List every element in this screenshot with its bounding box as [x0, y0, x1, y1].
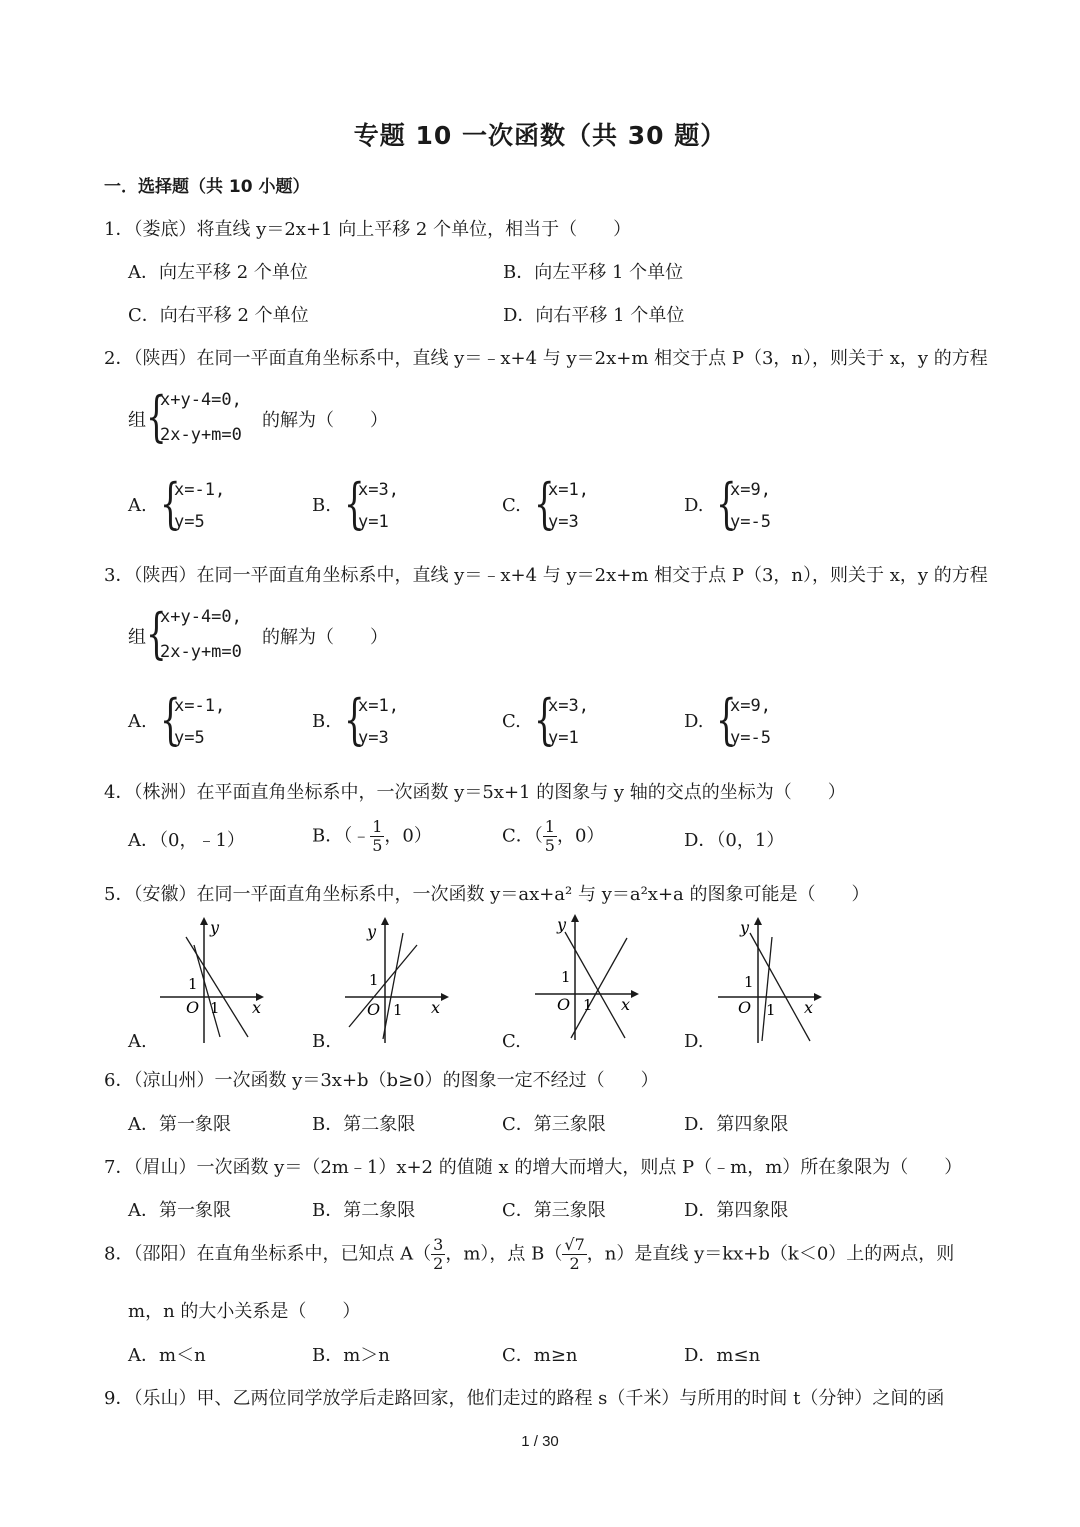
q1-stem: 1．（娄底）将直线 y＝2x+1 向上平移 2 个单位，相当于（ ）: [104, 219, 632, 240]
q2-brace-c: {: [534, 472, 555, 535]
section-heading: 一．选择题（共 10 小题）: [104, 177, 310, 197]
q2-label-a[interactable]: A.: [128, 495, 147, 516]
q4-option-d[interactable]: D．（0，1）: [684, 830, 785, 851]
origin-label: O: [738, 998, 752, 1017]
x-one-label: 1: [393, 1001, 403, 1019]
y-label: y: [367, 922, 377, 941]
q2-a-line2: y=5: [174, 512, 205, 532]
q3-brace-b: {: [344, 688, 365, 751]
q2-brace-d: {: [716, 472, 737, 535]
q7-option-a[interactable]: A．第一象限: [128, 1200, 231, 1221]
q5-graph-c: [535, 912, 645, 1042]
line-2: [762, 937, 772, 1041]
q2-zu: 组: [128, 410, 146, 431]
line-1: [750, 933, 810, 1041]
x-one-label: 1: [210, 999, 220, 1017]
q4-option-c[interactable]: C．（ $\frac{1}{5}$ ，0）: [502, 817, 605, 855]
q3-system-line2: 2x-y+m=0: [160, 642, 242, 662]
y-one-label: 1: [561, 968, 571, 986]
q8-option-b[interactable]: B．m＞n: [312, 1345, 390, 1366]
q5-graph-a: [160, 915, 270, 1045]
q3-brace-d: {: [716, 688, 737, 751]
x-arrow-icon: [631, 990, 639, 998]
q6-option-c[interactable]: C．第三象限: [502, 1114, 606, 1135]
q2-system-line2: 2x-y+m=0: [160, 425, 242, 445]
q8-line2: m，n 的大小关系是（ ）: [128, 1301, 361, 1322]
q2-a-line1: x=-1,: [174, 480, 226, 500]
line-1: [565, 932, 625, 1038]
q3-label-d[interactable]: D.: [684, 711, 704, 732]
y-arrow-icon: [381, 917, 389, 925]
q3-label-a[interactable]: A.: [128, 711, 147, 732]
q1-option-c[interactable]: C．向右平移 2 个单位: [128, 305, 309, 326]
q3-c-line2: y=1: [548, 728, 579, 748]
x-one-label: 1: [766, 1001, 776, 1019]
q2-b-line1: x=3,: [358, 480, 399, 500]
y-one-label: 1: [744, 973, 754, 991]
q6-option-d[interactable]: D．第四象限: [684, 1114, 789, 1135]
x-label: x: [804, 998, 814, 1017]
x-arrow-icon: [814, 993, 822, 1001]
q3-b-line2: y=3: [358, 728, 389, 748]
q3-brace-c: {: [534, 688, 555, 751]
q4-c-fraction: $\frac{1}{5}$: [544, 817, 555, 855]
y-one-label: 1: [369, 971, 379, 989]
q3-d-line1: x=9,: [730, 696, 771, 716]
q1-option-b[interactable]: B．向左平移 1 个单位: [503, 262, 684, 283]
q2-b-line2: y=1: [358, 512, 389, 532]
y-one-label: 1: [188, 975, 198, 993]
y-arrow-icon: [200, 917, 208, 925]
q5-stem: 5．（安徽）在同一平面直角坐标系中，一次函数 y＝ax+a² 与 y＝a²x+a 的图象可能是（ ）: [104, 884, 870, 905]
q6-option-b[interactable]: B．第二象限: [312, 1114, 416, 1135]
q8-option-c[interactable]: C．m≥n: [502, 1345, 578, 1366]
q8-b-fraction: $\frac{√7}{2}$: [564, 1235, 585, 1273]
q6-stem: 6．（凉山州）一次函数 y＝3x+b（b≥0）的图象一定不经过（ ）: [104, 1070, 659, 1091]
q7-option-c[interactable]: C．第三象限: [502, 1200, 606, 1221]
q7-option-b[interactable]: B．第二象限: [312, 1200, 416, 1221]
q5-option-d[interactable]: D.: [684, 1031, 704, 1052]
q3-tail: 的解为（ ）: [262, 627, 388, 648]
y-arrow-icon: [571, 914, 579, 922]
q2-brace-a: {: [160, 472, 181, 535]
line-1: [349, 945, 417, 1027]
q7-stem: 7．（眉山）一次函数 y＝（2m﹣1）x+2 的值随 x 的增大而增大，则点 P（﹣m，m）所在象限为（ ）: [104, 1157, 963, 1178]
q3-b-line1: x=1,: [358, 696, 399, 716]
x-label: x: [431, 998, 441, 1017]
q9-stem: 9．（乐山）甲、乙两位同学放学后走路回家，他们走过的路程 s（千米）与所用的时间 t（分钟）之间的函: [104, 1388, 945, 1409]
x-label: x: [252, 998, 262, 1017]
q8-option-a[interactable]: A．m＜n: [128, 1345, 206, 1366]
line-2: [571, 938, 627, 1038]
q1-option-a[interactable]: A．向左平移 2 个单位: [128, 262, 308, 283]
line-2: [383, 933, 403, 1039]
q1-option-d[interactable]: D．向右平移 1 个单位: [503, 305, 685, 326]
origin-label: O: [557, 995, 571, 1014]
q2-d-line1: x=9,: [730, 480, 771, 500]
q2-c-line2: y=3: [548, 512, 579, 532]
y-label: y: [740, 918, 750, 937]
x-one-label: 1: [583, 996, 593, 1014]
q2-brace-b: {: [344, 472, 365, 535]
q4-stem: 4．（株洲）在平面直角坐标系中，一次函数 y＝5x+1 的图象与 y 轴的交点的坐标为（ ）: [104, 782, 846, 803]
q2-label-b[interactable]: B.: [312, 495, 331, 516]
q8-stem: 8．（邵阳）在直角坐标系中，已知点 A（ $\frac{3}{2}$ ，m），点 B（ $\frac{√7}{2}$ ，n）是直线 y＝kx+b（k＜0）上的两点，则: [104, 1235, 955, 1273]
x-label: x: [621, 995, 631, 1014]
q8-option-d[interactable]: D．m≤n: [684, 1345, 761, 1366]
y-label: y: [210, 918, 220, 937]
q3-zu: 组: [128, 627, 146, 648]
q3-d-line2: y=-5: [730, 728, 771, 748]
origin-label: O: [186, 998, 200, 1017]
q5-graph-d: [718, 915, 828, 1045]
q5-option-a[interactable]: A.: [128, 1031, 147, 1052]
q3-brace-a: {: [160, 688, 181, 751]
page-number: 1 / 30: [521, 1433, 559, 1450]
q2-system-line1: x+y-4=0,: [160, 390, 242, 410]
origin-label: O: [367, 1000, 381, 1019]
q4-b-fraction: $\frac{1}{5}$: [372, 817, 383, 855]
q5-option-c[interactable]: C.: [502, 1031, 521, 1052]
q2-label-d[interactable]: D.: [684, 495, 704, 516]
q5-option-b[interactable]: B.: [312, 1031, 331, 1052]
q2-label-c[interactable]: C.: [502, 495, 521, 516]
q3-system-line1: x+y-4=0,: [160, 607, 242, 627]
q3-a-line1: x=-1,: [174, 696, 226, 716]
line-2: [194, 945, 220, 1037]
page-title: 专题 10 一次函数（共 30 题）: [353, 121, 727, 150]
q3-a-line2: y=5: [174, 728, 205, 748]
q2-d-line2: y=-5: [730, 512, 771, 532]
q6-option-a[interactable]: A．第一象限: [128, 1114, 231, 1135]
q2-stem: 2．（陕西）在同一平面直角坐标系中，直线 y＝﹣x+4 与 y＝2x+m 相交于点 P（3，n），则关于 x，y 的方程: [104, 348, 988, 369]
q2-system-brace: {: [146, 385, 167, 448]
q3-label-c[interactable]: C.: [502, 711, 521, 732]
q5-graph-b: [345, 915, 455, 1045]
q2-c-line1: x=1,: [548, 480, 589, 500]
q3-stem: 3．（陕西）在同一平面直角坐标系中，直线 y＝﹣x+4 与 y＝2x+m 相交于点 P（3，n），则关于 x，y 的方程: [104, 565, 988, 586]
y-arrow-icon: [754, 917, 762, 925]
q2-tail: 的解为（ ）: [262, 410, 388, 431]
q3-label-b[interactable]: B.: [312, 711, 331, 732]
q7-option-d[interactable]: D．第四象限: [684, 1200, 789, 1221]
q3-c-line1: x=3,: [548, 696, 589, 716]
x-arrow-icon: [441, 993, 449, 1001]
y-label: y: [557, 915, 567, 934]
q3-system-brace: {: [146, 602, 167, 665]
q4-option-a[interactable]: A．（0，﹣1）: [128, 830, 245, 851]
q4-option-b[interactable]: B．（﹣ $\frac{1}{5}$ ，0）: [312, 817, 432, 855]
q8-a-fraction: $\frac{3}{2}$: [433, 1235, 444, 1273]
